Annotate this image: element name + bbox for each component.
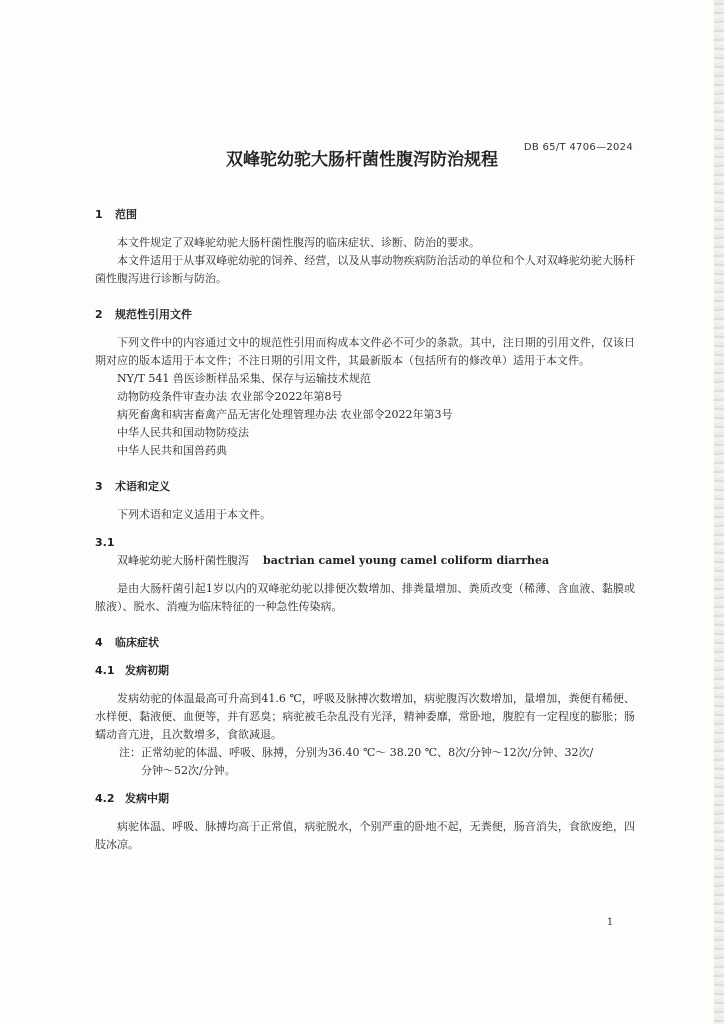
reference-item: 中华人民共和国动物防疫法: [117, 426, 249, 439]
note: [95, 744, 635, 780]
subsection-4-1-title: 发病初期: [125, 664, 169, 677]
section-3-paragraph: 下列术语和定义适用于本文件。: [117, 508, 271, 521]
section-3-heading: [95, 478, 635, 496]
standard-code: DB 65/T 4706—2024: [523, 142, 633, 153]
subsection-4-1-number: 4.1: [95, 664, 115, 677]
reference-item: NY/T 541 兽医诊断样品采集、保存与运输技术规范: [117, 372, 371, 385]
section-1-paragraph-2: 本文件适用于从事双峰驼幼驼的饲养、经营，以及从事动物疾病防治活动的单位和个人对双峰驼幼驼大肠杆菌性腹泻进行诊断与防治。: [95, 254, 635, 285]
section-1-heading: [95, 206, 635, 224]
section-3-number: 3: [95, 480, 103, 493]
page-number: 1: [606, 917, 614, 928]
section-3-title: 术语和定义: [115, 480, 170, 493]
term-chinese: 双峰驼幼驼大肠杆菌性腹泻: [117, 554, 249, 567]
section-4-title: 临床症状: [115, 636, 159, 649]
term-entry: [95, 552, 635, 570]
section-4-heading: [95, 634, 635, 652]
subsection-4-2-number: 4.2: [95, 792, 115, 805]
term-definition: 是由大肠杆菌引起1岁以内的双峰驼幼驼以排便次数增加、排粪量增加、粪质改变（稀薄、含血液、黏膜或脓液）、脱水、消瘦为临床特征的一种急性传染病。: [95, 582, 635, 613]
note-label: 注：: [119, 746, 141, 759]
section-2-heading: [95, 306, 635, 324]
reference-item: 病死畜禽和病害畜禽产品无害化处理管理办法 农业部令2022年第3号: [117, 408, 453, 421]
section-1-number: 1: [95, 208, 103, 221]
subsection-4-1-paragraph: 发病幼驼的体温最高可升高到41.6 ℃，呼吸及脉搏次数增加，病驼腹泻次数增加，量增加，粪便有稀便、水样便、黏液便、血便等，并有恶臭；病驼被毛杂乱没有光泽，精神委靡，常卧地，腹腔有一定程度的膨胀；肠蠕动音亢进，且次数增多，食欲减退。: [95, 692, 635, 741]
note-continuation: 分钟～52次/分钟。: [141, 764, 236, 777]
subsection-4-2-heading: [95, 790, 635, 808]
term-number: 3.1: [95, 536, 115, 549]
subsection-4-2-paragraph: 病驼体温、呼吸、脉搏均高于正常值，病驼脱水，个别严重的卧地不起，无粪便，肠音消失，食欲废绝，四肢冰凉。: [95, 820, 635, 851]
section-1-title: 范围: [115, 208, 137, 221]
reference-item: 中华人民共和国兽药典: [117, 444, 227, 457]
document-title: 双峰驼幼驼大肠杆菌性腹泻防治规程: [226, 150, 498, 170]
subsection-4-2-title: 发病中期: [125, 792, 169, 805]
section-2-paragraph: 下列文件中的内容通过文中的规范性引用而构成本文件必不可少的条款。其中，注日期的引用文件，仅该日期对应的版本适用于本文件；不注日期的引用文件，其最新版本（包括所有的修改单）适用于本文件。: [95, 336, 635, 367]
term-english: bactrian camel young camel coliform diarrhea: [263, 554, 550, 567]
section-2-title: 规范性引用文件: [115, 308, 192, 321]
document-body: [95, 206, 635, 854]
section-1-paragraph-1: 本文件规定了双峰驼幼驼大肠杆菌性腹泻的临床症状、诊断、防治的要求。: [117, 236, 480, 249]
note-text: 正常幼驼的体温、呼吸、脉搏，分别为36.40 ℃～ 38.20 ℃、8次/分钟～12次/分钟、32次/: [141, 746, 594, 759]
section-4-number: 4: [95, 636, 103, 649]
section-2-number: 2: [95, 308, 103, 321]
subsection-4-1-heading: [95, 662, 635, 680]
reference-item: 动物防疫条件审查办法 农业部令2022年第8号: [117, 390, 343, 403]
